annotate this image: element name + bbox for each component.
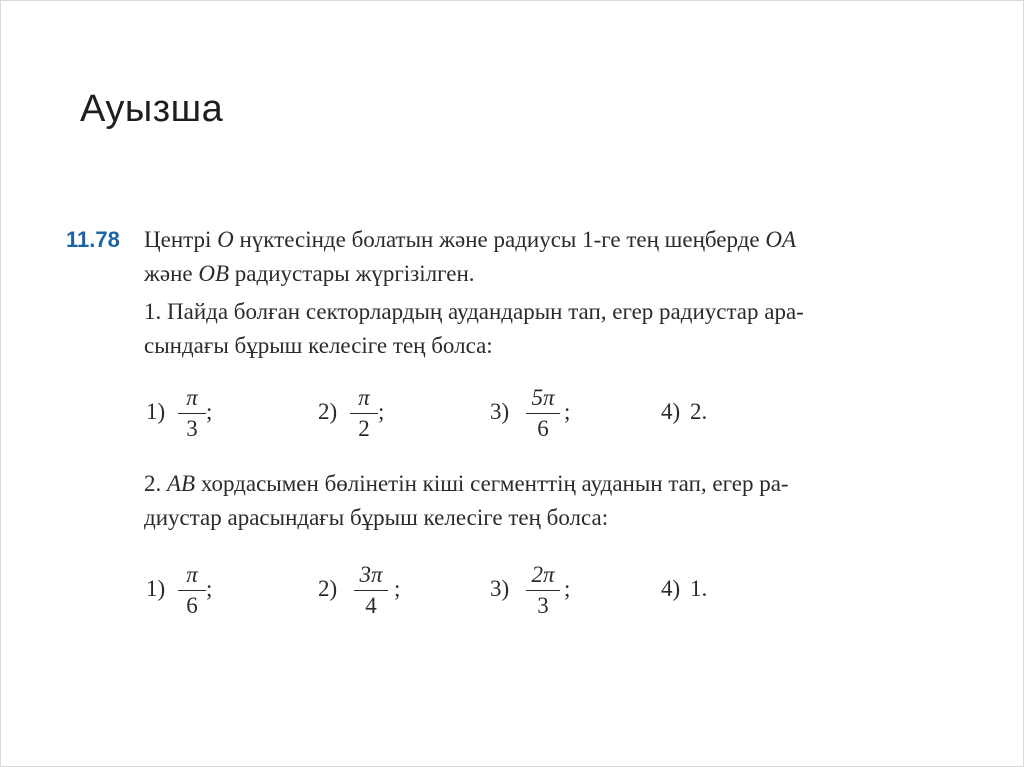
option-separator: ; xyxy=(206,399,213,424)
slide-title: Ауызша xyxy=(80,88,224,130)
part2-option-label: 4) xyxy=(661,576,681,601)
part1-option-label: 4) xyxy=(661,399,681,424)
problem-intro-line-1 xyxy=(144,222,796,258)
intro-point-o: O xyxy=(217,227,234,252)
part2-option-value: 1. xyxy=(690,576,708,601)
option-separator: ; xyxy=(206,576,213,601)
fraction-numerator: π xyxy=(186,385,198,410)
part2-option-label: 1) xyxy=(146,576,166,601)
problem-number: 11.78 xyxy=(66,227,120,252)
problem-intro-line-2 xyxy=(144,256,475,292)
part2-option-label: 2) xyxy=(318,576,338,601)
intro-text: және xyxy=(144,261,199,286)
fraction-numerator: π xyxy=(358,385,370,410)
chord-ab: AB xyxy=(167,471,196,496)
option-separator: ; xyxy=(394,576,401,601)
fraction-denominator: 2 xyxy=(358,416,370,441)
part2-option-fraction xyxy=(348,560,394,621)
part1-option-value: 2. xyxy=(690,399,708,424)
intro-radius-ob: OB xyxy=(198,261,230,286)
fraction-numerator: 5π xyxy=(531,385,555,410)
fraction-denominator: 3 xyxy=(186,416,198,441)
part2-line-2: диустар арасындағы бұрыш келесіге тең болса: xyxy=(144,505,609,530)
part2-option-fraction xyxy=(520,560,566,621)
part1-option-label: 3) xyxy=(490,399,510,424)
part1-line-1: 1. Пайда болған секторлардың аудандарын тап, егер радиустар ара- xyxy=(144,299,804,324)
part1-option-fraction xyxy=(520,383,566,444)
part2-option-label: 3) xyxy=(490,576,510,601)
part1-option-label: 1) xyxy=(146,399,166,424)
fraction-denominator: 4 xyxy=(365,593,377,618)
option-separator: ; xyxy=(378,399,385,424)
intro-radius-oa: OA xyxy=(765,227,797,252)
intro-text: Центрі xyxy=(144,227,218,252)
option-separator: ; xyxy=(564,576,571,601)
fraction-numerator: π xyxy=(186,562,198,587)
intro-text: нүктесінде болатын және радиусы 1-ге тең шеңберде xyxy=(233,227,766,252)
fraction-denominator: 3 xyxy=(537,593,549,618)
part2-line-1 xyxy=(144,466,789,502)
fraction-denominator: 6 xyxy=(537,416,549,441)
fraction-numerator: 2π xyxy=(531,562,555,587)
option-separator: ; xyxy=(564,399,571,424)
part1-line-2: сындағы бұрыш келесіге тең болса: xyxy=(144,333,493,358)
part2-prefix: 2. xyxy=(144,471,167,496)
fraction-numerator: 3π xyxy=(359,562,383,587)
part2-text: хордасымен бөлінетін кіші сегменттің ауданын тап, егер ра- xyxy=(195,471,789,496)
fraction-denominator: 6 xyxy=(186,593,198,618)
intro-text: радиустары жүргізілген. xyxy=(229,261,475,286)
part1-option-label: 2) xyxy=(318,399,338,424)
